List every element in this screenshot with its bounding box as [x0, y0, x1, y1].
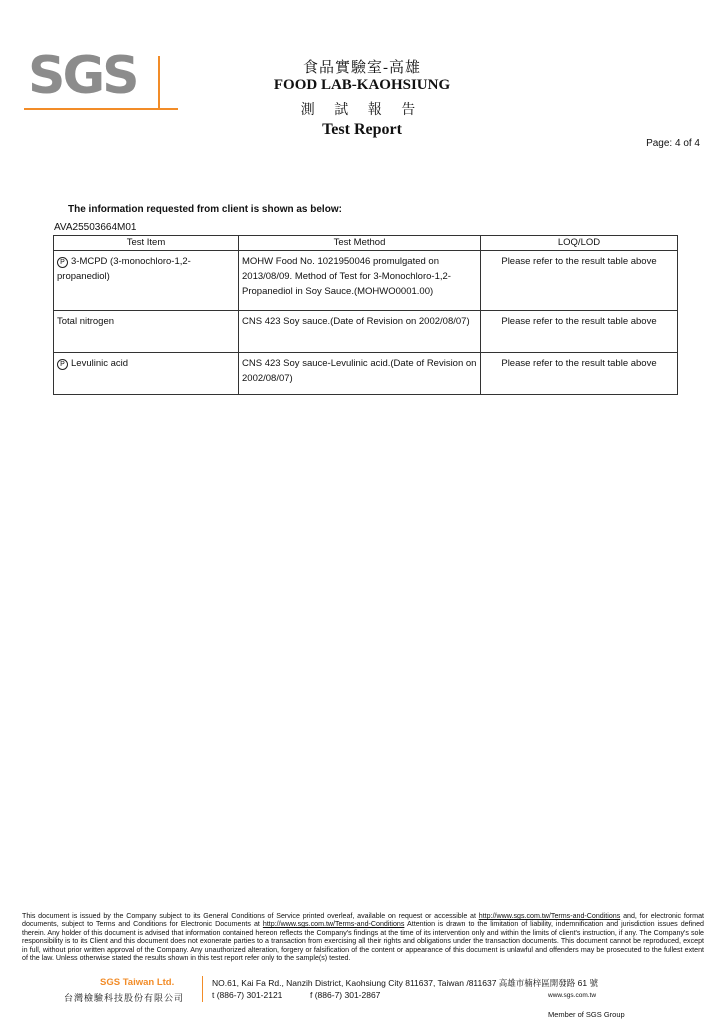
company-name-zh: 台灣檢驗科技股份有限公司 [64, 994, 185, 1004]
intro-text: The information requested from client is shown as below: [68, 204, 342, 215]
report-reference: AVA25503664M01 [54, 222, 137, 233]
table-row [54, 251, 678, 311]
report-title-en: Test Report [322, 121, 402, 138]
test-item-cell [54, 311, 239, 353]
company-fax: f (886-7) 301-2867 [310, 990, 381, 1000]
member-of-group: Member of SGS Group [548, 1010, 625, 1019]
legal-disclaimer [22, 912, 704, 962]
report-title-zh: 測 試 報 告 [300, 103, 424, 118]
page-number: Page: 4 of 4 [646, 138, 700, 149]
header-test-method: Test Method [239, 236, 481, 251]
loq-cell: Please refer to the result table above [481, 311, 678, 353]
p-circle-icon: P [57, 359, 68, 370]
test-item-cell [54, 353, 239, 395]
sgs-logo: SGS [28, 46, 137, 106]
disclaimer-part: and, for electronic format documents, subject to Terms and Conditions for Electronic Documents at [22, 912, 704, 929]
table-row [54, 311, 678, 353]
test-item-name: Levulinic acid [71, 358, 129, 369]
table-row [54, 353, 678, 395]
disclaimer-part: This document is issued by the Company subject to its General Conditions of Service printed overleaf, available on request or accessible at [22, 912, 479, 920]
p-circle-icon: P [57, 257, 68, 268]
footer-divider [202, 976, 203, 1002]
test-item-cell [54, 251, 239, 311]
test-item-name: 3-MCPD (3-monochloro-1,2-propanediol) [57, 256, 191, 282]
disclaimer-part: Attention is drawn to the limitation of liability, indemnification and jurisdiction issues defined therein. Any holder of this document is advised that information contained hereon reflects the Company's findings at the time of its intervention only and within the limits of client's instruction, if any. The Company's sole responsibility is to its Client and this document does not exonerate parties to a transaction from exercising all their rights and obligations under the transaction documents. This document cannot be reproduced, except in full, without prior written approval of the Company. Any unauthorized alteration, forgery or falsification of the content or appearance of this document is unlawful and offenders may be prosecuted to the fullest extent of the law. Unless otherwise stated the results shown in this test report refer only to the sample(s) tested. [22, 920, 704, 963]
test-method-cell: MOHW Food No. 1021950046 promulgated on 2013/08/09. Method of Test for 3-Monochloro-1,2-Propanediol in Soy Sauce.(MOHWO0001.00) [239, 251, 481, 311]
loq-cell: Please refer to the result table above [481, 251, 678, 311]
test-item-name: Total nitrogen [57, 316, 115, 327]
loq-cell: Please refer to the result table above [481, 353, 678, 395]
header-loq-lod: LOQ/LOD [481, 236, 678, 251]
company-website[interactable]: www.sgs.com.tw [548, 992, 597, 999]
test-method-cell: CNS 423 Soy sauce.(Date of Revision on 2002/08/07) [239, 311, 481, 353]
lab-name-zh: 食品實驗室-高雄 [303, 60, 421, 76]
terms-link[interactable]: http://www.sgs.com.tw/Terms-and-Conditions [478, 912, 621, 920]
company-name-en: SGS Taiwan Ltd. [100, 977, 175, 988]
header-test-item: Test Item [54, 236, 239, 251]
table-header-row [54, 236, 678, 251]
lab-name-en: FOOD LAB-KAOHSIUNG [273, 77, 451, 93]
test-method-cell: CNS 423 Soy sauce-Levulinic acid.(Date of Revision on 2002/08/07) [239, 353, 481, 395]
company-phone: t (886-7) 301-2121 [212, 990, 283, 1000]
electronic-terms-link[interactable]: http://www.sgs.com.tw/Terms-and-Conditions [262, 920, 405, 929]
method-table [53, 235, 678, 395]
company-address: NO.61, Kai Fa Rd., Nanzih District, Kaohsiung City 811637, Taiwan /811637 高雄市楠梓區開發路 61 號 [212, 978, 598, 988]
